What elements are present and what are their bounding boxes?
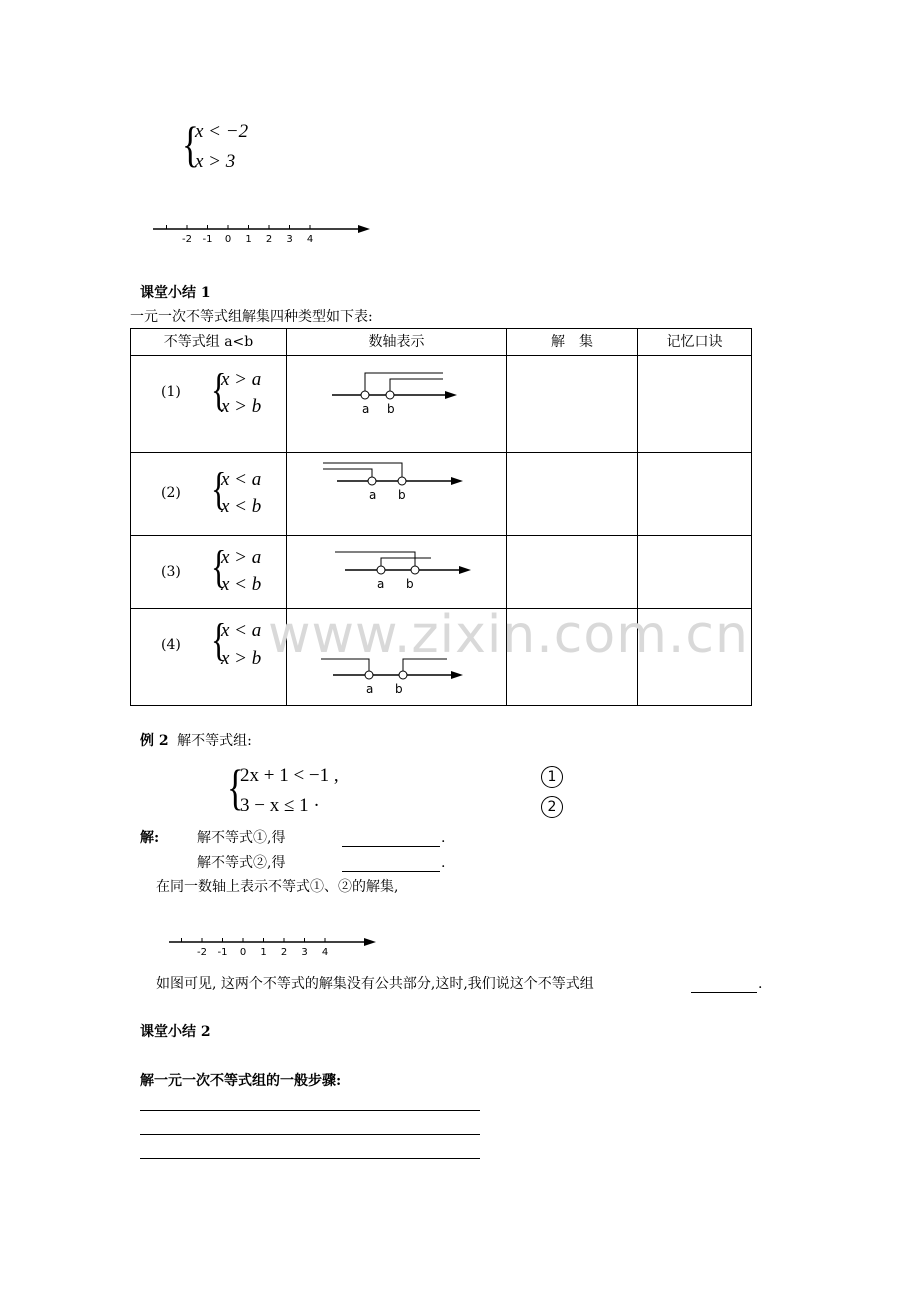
system-brace: {: [211, 614, 227, 665]
number-line-2: [166, 932, 391, 962]
label-b: b: [395, 682, 403, 696]
row-inequality-1: x > a: [221, 547, 262, 568]
answer-blank-3[interactable]: [691, 978, 757, 993]
label-b: b: [398, 488, 406, 502]
axis-tick-label: 4: [321, 947, 329, 958]
axis-tick-label: 4: [306, 234, 314, 245]
axis-tick-label: 2: [265, 234, 273, 245]
answer-blank-1[interactable]: [342, 832, 440, 847]
row-number: (2): [161, 485, 181, 501]
circled-mark-1: 1: [541, 766, 563, 788]
solution-step-1: 解不等式①,得: [197, 830, 286, 846]
row-inequality-2: x > b: [221, 396, 262, 417]
header-system: 不等式组 a<b: [131, 329, 287, 356]
solution-label: 解:: [140, 830, 160, 846]
intro-inequality-1: x < −2: [195, 121, 249, 142]
table-row: [131, 536, 752, 609]
header-mnemonic: 记忆口诀: [638, 329, 752, 356]
row-inequality-2: x < b: [221, 496, 262, 517]
answer-blank-2[interactable]: [342, 857, 440, 872]
answer-line-1[interactable]: [140, 1110, 480, 1111]
answer-line-2[interactable]: [140, 1134, 480, 1135]
system-brace: {: [211, 541, 227, 592]
table-row: [131, 453, 752, 536]
summary2-heading: 课堂小结 2: [140, 1024, 211, 1040]
example2-heading: 例 2: [140, 733, 169, 749]
intro-inequality-2: x > 3: [195, 151, 236, 172]
number-line-1: [150, 218, 375, 248]
axis-tick-label: -2: [197, 947, 207, 958]
axis-tick-label: 0: [224, 234, 232, 245]
system-brace: {: [211, 364, 227, 415]
summary1-intro: 一元一次不等式组解集四种类型如下表:: [130, 309, 373, 325]
row-inequality-2: x > b: [221, 648, 262, 669]
conclusion-text: 如图可见, 这两个不等式的解集没有公共部分,这时,我们说这个不等式组: [156, 976, 594, 992]
example2-eq2: 3 − x ≤ 1 ·: [240, 795, 320, 816]
axis-tick-label: -1: [202, 234, 213, 245]
header-solution: 解 集: [507, 329, 638, 356]
system-brace: {: [211, 463, 227, 514]
axis-tick-label: 3: [286, 234, 293, 245]
example2-prompt: 解不等式组:: [177, 733, 252, 749]
label-a: a: [362, 402, 370, 416]
label-a: a: [377, 577, 385, 591]
axis-tick-label: 2: [280, 947, 288, 958]
summary1-heading: 课堂小结 1: [140, 285, 211, 301]
watermark: www.zixin.com.cn: [268, 605, 749, 665]
example2-eq1: 2x + 1 < −1 ,: [240, 765, 339, 786]
row-number-line: [287, 453, 506, 535]
header-numberline: 数轴表示: [287, 329, 507, 356]
label-a: a: [366, 682, 374, 696]
axis-tick-label: 1: [245, 234, 252, 245]
row-number: (4): [161, 637, 181, 653]
step-1-period: .: [441, 830, 446, 846]
label-a: a: [369, 488, 377, 502]
conclusion-period: .: [758, 976, 763, 992]
circled-mark-2: 2: [541, 796, 563, 818]
answer-line-3[interactable]: [140, 1158, 480, 1159]
axis-tick-label: 1: [260, 947, 267, 958]
row-inequality-1: x > a: [221, 369, 262, 390]
row-inequality-1: x < a: [221, 620, 262, 641]
row-number: (3): [161, 564, 181, 580]
example2-title: [140, 733, 252, 749]
table-row: [131, 356, 752, 453]
row-number-line: [287, 356, 506, 452]
axis-tick-label: -1: [217, 947, 228, 958]
system-brace: {: [227, 759, 244, 815]
show-on-axis-text: 在同一数轴上表示不等式①、②的解集,: [156, 879, 399, 895]
row-inequality-1: x < a: [221, 469, 262, 490]
row-inequality-2: x < b: [221, 574, 262, 595]
row-number: (1): [161, 384, 181, 400]
label-b: b: [387, 402, 395, 416]
axis-tick-label: -2: [182, 234, 192, 245]
solution-step-2: 解不等式②,得: [197, 855, 286, 871]
axis-tick-label: 0: [239, 947, 247, 958]
axis-tick-label: 3: [301, 947, 308, 958]
summary2-steps-title: 解一元一次不等式组的一般步骤:: [140, 1073, 342, 1089]
row-number-line: [287, 536, 506, 608]
system-brace: {: [182, 116, 199, 172]
label-b: b: [406, 577, 414, 591]
step-2-period: .: [441, 855, 446, 871]
